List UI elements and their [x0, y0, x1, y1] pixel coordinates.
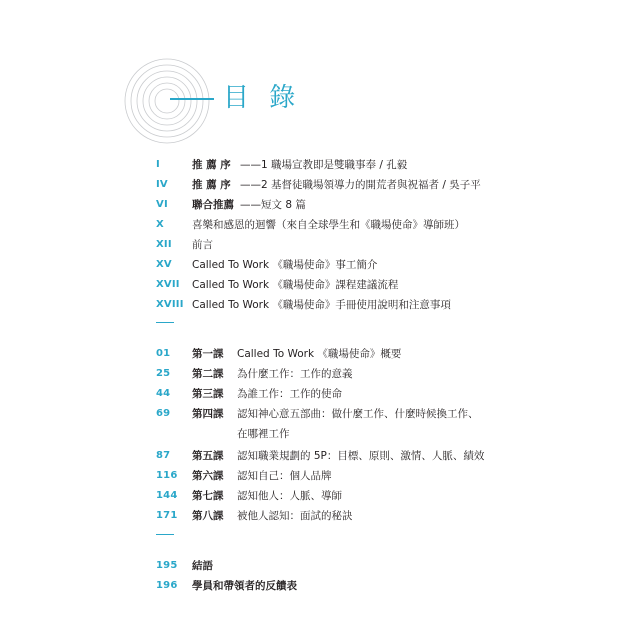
- entry-text: 認知職業規劃的 5P：目標、原則、激情、人脈、績效: [237, 450, 485, 462]
- page-number: IV: [156, 179, 168, 190]
- page-number: X: [156, 219, 164, 230]
- page-number: 69: [156, 408, 171, 419]
- entry-text: 前言: [192, 239, 213, 251]
- page-number: VI: [156, 199, 168, 210]
- lesson-label: 第六課: [192, 470, 224, 482]
- page-number: I: [156, 159, 160, 170]
- page-number: XV: [156, 259, 172, 270]
- lesson-label: 第三課: [192, 388, 224, 400]
- concentric-circles-decoration: [112, 56, 222, 166]
- page-number: 87: [156, 450, 171, 461]
- entry-text: Called To Work 《職場使命》概要: [237, 348, 402, 360]
- page-number: 171: [156, 510, 178, 521]
- title-accent-line: [170, 98, 214, 100]
- page-number: XVII: [156, 279, 180, 290]
- entry-label: 學員和帶領者的反饋表: [192, 580, 297, 592]
- entry-text: 被他人認知：面試的秘訣: [237, 510, 353, 522]
- entry-label: 聯合推薦: [192, 199, 234, 211]
- entry-text: 為誰工作：工作的使命: [237, 388, 342, 400]
- page-title: 目 錄: [223, 83, 302, 113]
- lesson-label: 第八課: [192, 510, 224, 522]
- entry-text: 為什麼工作：工作的意義: [237, 368, 353, 380]
- page-number: 01: [156, 348, 171, 359]
- lesson-label: 第一課: [192, 348, 224, 360]
- page-number: XVIII: [156, 299, 184, 310]
- entry-text: 認知他人：人脈、導師: [237, 490, 342, 502]
- page-number: 25: [156, 368, 171, 379]
- section-divider: [156, 322, 174, 323]
- entry-label: 推 薦 序: [192, 179, 231, 191]
- entry-text: ——1 職場宣教即是雙職事奉 / 孔毅: [240, 159, 408, 171]
- lesson-label: 第五課: [192, 450, 224, 462]
- entry-text: 喜樂和感恩的迴響（來自全球學生和《職場使命》導師班）: [192, 219, 465, 231]
- entry-text-continuation: 在哪裡工作: [237, 428, 290, 440]
- page-number: 44: [156, 388, 171, 399]
- lesson-label: 第七課: [192, 490, 224, 502]
- entry-text: Called To Work 《職場使命》事工簡介: [192, 259, 378, 271]
- lesson-label: 第四課: [192, 408, 224, 420]
- entry-text: Called To Work 《職場使命》課程建議流程: [192, 279, 399, 291]
- section-divider: [156, 534, 174, 535]
- entry-text: 認知自己：個人品牌: [237, 470, 332, 482]
- lesson-label: 第二課: [192, 368, 224, 380]
- entry-label: 推 薦 序: [192, 159, 231, 171]
- page-number: 116: [156, 470, 178, 481]
- entry-text: Called To Work 《職場使命》手冊使用說明和注意事項: [192, 299, 451, 311]
- page-number: 144: [156, 490, 178, 501]
- page-number: XII: [156, 239, 172, 250]
- entry-text: 認知神心意五部曲：做什麼工作、什麼時候換工作、: [237, 408, 479, 420]
- page-number: 195: [156, 560, 178, 571]
- entry-text: ——2 基督徒職場領導力的開荒者與祝福者 / 吳子平: [240, 179, 481, 191]
- entry-text: ——短文 8 篇: [240, 199, 306, 211]
- entry-label: 結語: [192, 560, 213, 572]
- page-number: 196: [156, 580, 178, 591]
